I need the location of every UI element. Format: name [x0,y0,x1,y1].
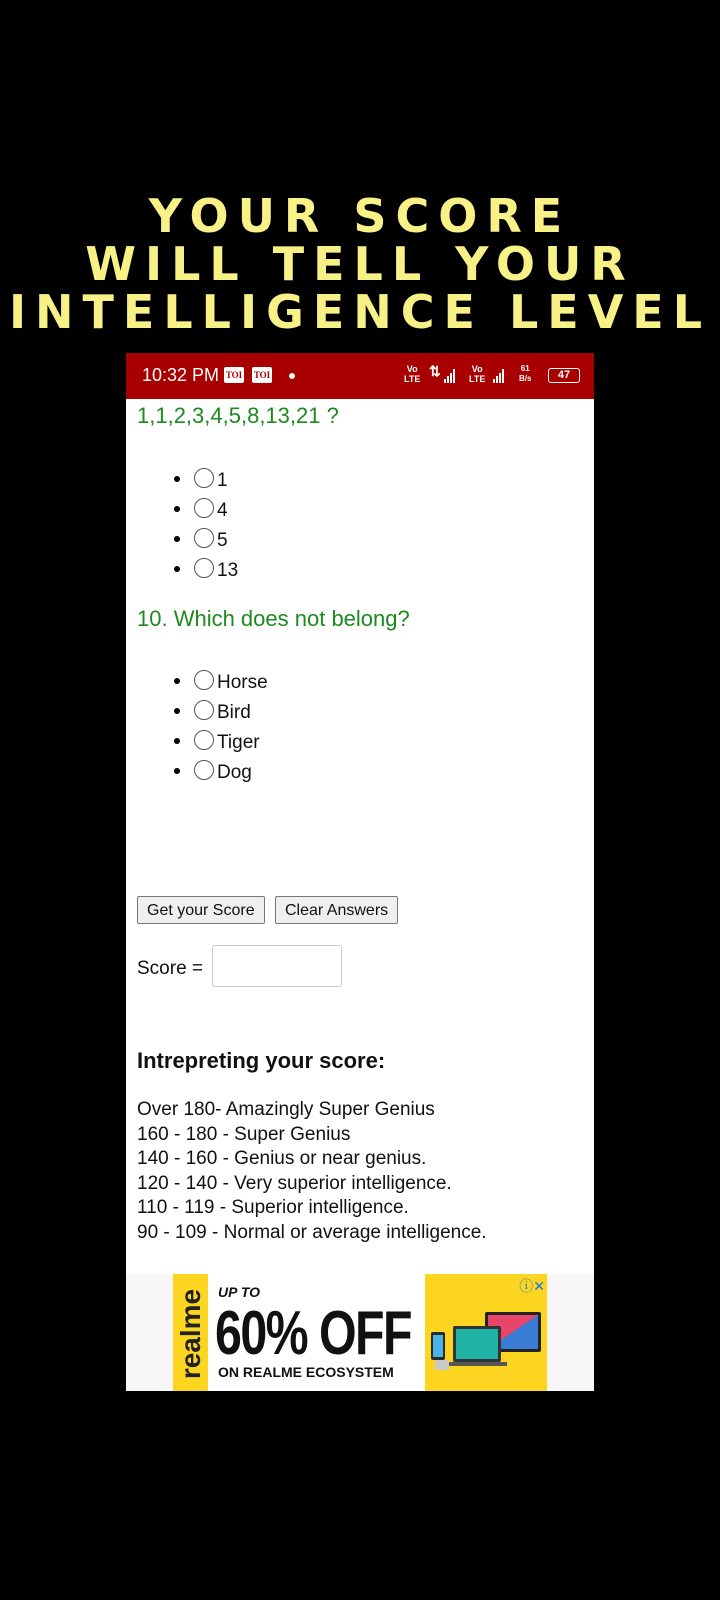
option-label: 13 [217,560,239,581]
score-label: Score = [137,958,204,979]
question-9-text: 1,1,2,3,4,5,8,13,21 ? [137,403,339,428]
volte-icon: Vo LTE [404,364,421,384]
bullet [174,566,180,572]
clear-answers-button[interactable]: Clear Answers [275,896,398,924]
data-arrows-icon: ⇅ [429,363,441,379]
score-field[interactable] [212,945,342,987]
radio-button[interactable] [194,558,214,578]
radio-button[interactable] [194,670,214,690]
net-speed-indicator: 61 B/s [519,364,532,383]
toi-notification-icon: TOI [224,367,244,383]
headline-line-2: WILL TELL YOUR [85,237,635,291]
option-label: Dog [217,762,252,783]
battery-icon: 47 [548,368,580,383]
ad-banner[interactable] [173,1274,547,1391]
option-label: Bird [217,702,251,723]
radio-button[interactable] [194,468,214,488]
status-bar [126,353,594,399]
option-label: Horse [217,672,268,693]
radio-button[interactable] [194,528,214,548]
ad-subtitle: ON REALME ECOSYSTEM [218,1364,394,1380]
bullet [174,536,180,542]
bullet [174,506,180,512]
signal-icon-1 [444,369,456,383]
option-label: 5 [217,530,228,551]
ad-brand-logo: realme [175,1288,206,1380]
interpretation-line: 140 - 160 - Genius or near genius. [137,1148,427,1169]
radio-button[interactable] [194,730,214,750]
radio-button[interactable] [194,760,214,780]
option-label: 1 [217,470,228,491]
ad-up-to: UP TO [218,1284,261,1300]
more-notifications-dot-icon [289,373,295,379]
radio-button[interactable] [194,700,214,720]
option-label: 4 [217,500,228,521]
get-score-button[interactable]: Get your Score [137,896,265,924]
status-time: 10:32 PM [142,365,220,385]
phone-screenshot [126,353,594,1391]
volte-icon: Vo LTE [469,364,486,384]
option-label: Tiger [217,732,260,753]
signal-icon-2 [493,369,505,383]
ad-discount: 60% OFF [215,1299,412,1368]
interpretation-line: 90 - 109 - Normal or average intelligence. [137,1222,487,1243]
ad-product-image [425,1274,547,1391]
interpretation-line: 110 - 119 - Superior intelligence. [137,1197,409,1218]
interpretation-line: 160 - 180 - Super Genius [137,1124,351,1145]
radio-button[interactable] [194,498,214,518]
bullet [174,678,180,684]
interpretation-line: Over 180- Amazingly Super Genius [137,1099,435,1120]
headline-line-1: YOUR SCORE [148,189,572,243]
toi-notification-icon: TOI [252,367,272,383]
interpretation-title: Intrepreting your score: [137,1048,386,1073]
headline-line-3: INTELLIGENCE LEVEL [8,285,712,339]
ad-choices-close-icon[interactable]: ⓘ✕ [519,1278,545,1294]
bullet [174,476,180,482]
question-10-text: 10. Which does not belong? [137,606,410,631]
bullet [174,738,180,744]
headline [0,189,720,339]
interpretation-line: 120 - 140 - Very superior intelligence. [137,1173,452,1194]
bullet [174,708,180,714]
ad-strip [126,1274,594,1391]
bullet [174,768,180,774]
ad-brand-panel [173,1274,208,1391]
